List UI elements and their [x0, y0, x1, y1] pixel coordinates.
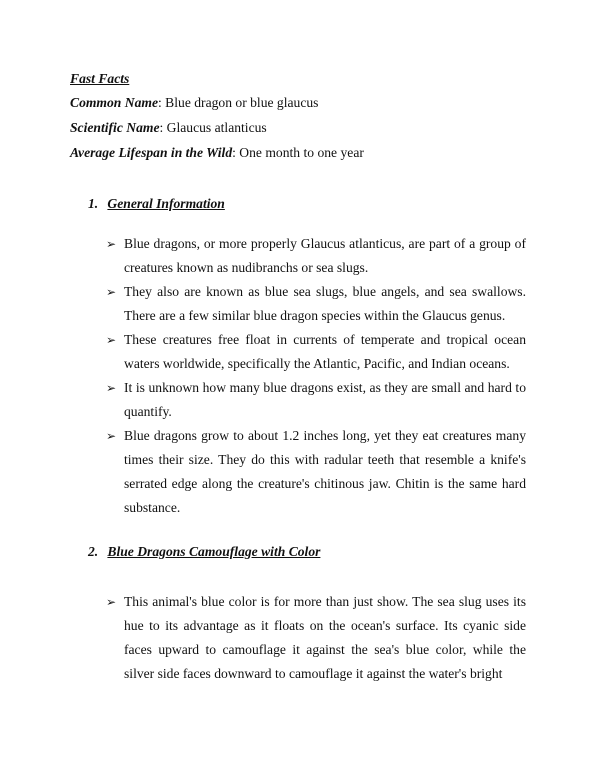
- fact-scientific-name: [70, 119, 267, 137]
- section-title: General Information: [107, 196, 225, 211]
- list-item: [106, 280, 526, 328]
- list-item: [106, 590, 526, 686]
- common-name-value: : Blue dragon or blue glaucus: [158, 95, 319, 110]
- list-item-text: Blue dragons, or more properly Glaucus atlanticus, are part of a group of creatures known as nudibranchs or sea slugs.: [124, 236, 526, 275]
- fast-facts-title-text: Fast Facts: [70, 71, 130, 86]
- list-item-text: Blue dragons grow to about 1.2 inches long, yet they eat creatures many times their size. They do this with radular teeth that resemble a knife's serrated edge along the creature's chitinous jaw. Chitin is the same hard substance.: [124, 428, 526, 515]
- fact-common-name: [70, 94, 318, 112]
- bullet-arrow-icon: ➢: [106, 237, 117, 251]
- fact-lifespan: [70, 144, 364, 162]
- section-heading-camouflage: [88, 543, 320, 561]
- section-title: Blue Dragons Camouflage with Color: [107, 544, 321, 559]
- list-item-text: It is unknown how many blue dragons exist, as they are small and hard to quantify.: [124, 380, 526, 419]
- section-heading-general-information: [88, 195, 225, 213]
- scientific-name-label: Scientific Name: [70, 120, 160, 135]
- bullet-arrow-icon: ➢: [106, 333, 117, 347]
- list-item-text: These creatures free float in currents of temperate and tropical ocean waters worldwide, specifically the Atlantic, Pacific, and Indian oceans.: [124, 332, 526, 371]
- section-number: 2.: [88, 544, 99, 559]
- bullet-arrow-icon: ➢: [106, 381, 117, 395]
- fast-facts-title: [70, 70, 129, 88]
- list-item: [106, 328, 526, 376]
- list-item: [106, 376, 526, 424]
- list-item: [106, 424, 526, 520]
- scientific-name-value: : Glaucus atlanticus: [159, 120, 267, 135]
- section-number: 1.: [88, 196, 99, 211]
- bullet-arrow-icon: ➢: [106, 429, 117, 443]
- list-item: [106, 232, 526, 280]
- common-name-label: Common Name: [70, 95, 158, 110]
- list-item-text: They also are known as blue sea slugs, blue angels, and sea swallows. There are a few similar blue dragon species within the Glaucus genus.: [124, 284, 526, 323]
- bullet-arrow-icon: ➢: [106, 285, 117, 299]
- lifespan-value: : One month to one year: [232, 145, 364, 160]
- bullet-arrow-icon: ➢: [106, 595, 117, 609]
- lifespan-label: Average Lifespan in the Wild: [70, 145, 233, 160]
- list-item-text: This animal's blue color is for more than just show. The sea slug uses its hue to its advantage as it floats on the ocean's surface. Its cyanic side faces upward to camouflage it against the sea's blue color, while the silver side faces downward to camouflage it against the water's bright: [124, 594, 526, 681]
